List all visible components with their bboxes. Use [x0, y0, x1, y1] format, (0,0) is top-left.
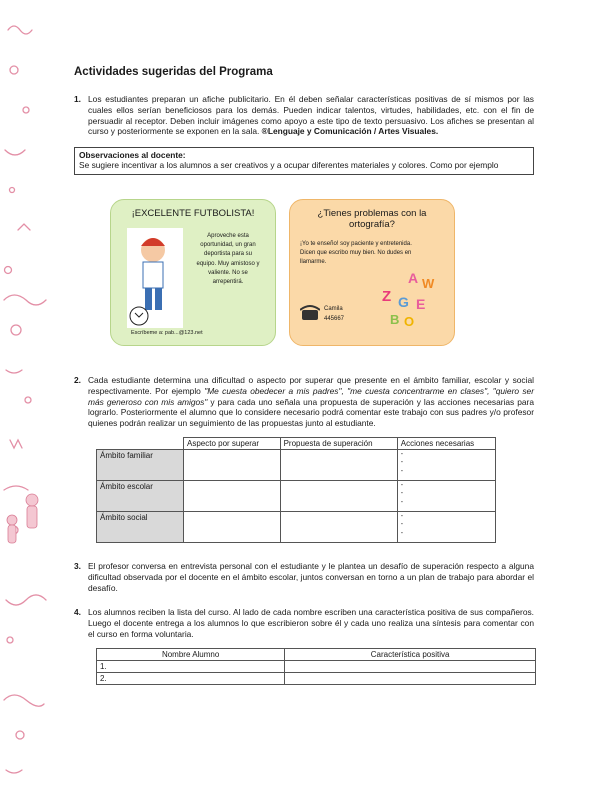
activity-number: 2. [74, 374, 81, 385]
letter: G [398, 293, 409, 310]
classmates-table [96, 648, 536, 685]
activity-number: 1. [74, 94, 81, 104]
difficulties-table [96, 437, 496, 543]
table-cell[interactable] [280, 511, 397, 542]
activity-text: Cada estudiante determina una dificultad o aspecto por superar que presente en el ámbito familiar, escolar y social respectivamente. Por ejemplo "Me cuesta obedecer a mis padres", "me cuesta concentrarme en clases", "quiero ser más generoso con mis amigos" y para cada uno señala una propuesta de superación y las acciones necesarias para lograrlo. Posteriormente el alumno que lo considere necesario podrá comentar este trabajo con sus padres y/o profesor quienes podrán realizar un seguimiento de las propuestas junto al estudiante. [88, 374, 535, 429]
table-row [97, 672, 536, 684]
activity-2 [74, 375, 534, 429]
poster-examples [74, 189, 534, 349]
notes-text: Se sugiere incentivar a los alumnos a ser creativos y a ocupar diferentes materiales y colores. Como por ejemplo [79, 160, 499, 171]
table-row [97, 660, 536, 672]
table-header: Nombre Alumno [97, 648, 285, 660]
poster-spelling [289, 199, 455, 346]
letter: B [390, 311, 400, 327]
dash-list[interactable]: - - - [397, 511, 495, 542]
notes-title: Observaciones al docente: [79, 150, 186, 161]
activity-number: 3. [74, 560, 81, 571]
table-cell[interactable] [285, 672, 536, 684]
table-header: Aspecto por superar [184, 437, 281, 449]
table-row [97, 511, 496, 542]
table-header [97, 437, 184, 449]
activity-text: Los alumnos reciben la lista del curso. Al lado de cada nombre escriben una característica positiva de sus compañeros. Luego el docente entrega a los alumnos lo que escribieron sobre él y cada uno realiza una síntesis para comentar con el curso en forma voluntaria. [88, 607, 534, 639]
table-cell[interactable] [184, 511, 281, 542]
table-header-row [97, 648, 536, 660]
dash-list[interactable]: - - - [397, 449, 495, 480]
poster-body: ¡Yo te enseño! soy paciente y entretenida. Dicen que escribo muy bien. No dudes en llamarme. [300, 240, 412, 266]
row-label: Ámbito social [97, 511, 184, 542]
table-cell[interactable] [285, 660, 536, 672]
table-header: Propuesta de superación [280, 437, 397, 449]
letter: A [408, 269, 419, 286]
activity-1 [74, 94, 534, 137]
row-label: Ámbito familiar [97, 449, 184, 480]
contact-phone: 445667 [324, 315, 345, 322]
example-quotes: "Me cuesta obedecer a mis padres", "me cuesta concentrarme en clases", "quiero ser más generoso con mis amigos" [88, 385, 535, 407]
margin-doodles [0, 0, 60, 800]
activity-text: El profesor conversa en entrevista personal con el estudiante y le plantea un desafío de superación respecto a alguna dificultad observada por el docente en el ámbito escolar, juntos conversan en torno a un plan de trabajo para abordar el desafío. [88, 560, 534, 593]
table-row [97, 480, 496, 511]
dash-list[interactable]: - - - [397, 480, 495, 511]
subject-tag: ®Lenguaje y Comunicación / Artes Visuales. [261, 126, 439, 137]
table-cell[interactable] [280, 449, 397, 480]
contact-name: Camila [324, 305, 343, 312]
letter: O [404, 313, 415, 329]
table-header: Acciones necesarias [397, 437, 495, 449]
telephone-icon [300, 304, 320, 322]
table-cell[interactable] [184, 449, 281, 480]
letter: W [422, 275, 435, 291]
page-title: Actividades sugeridas del Programa [74, 66, 273, 78]
row-number: 1. [97, 660, 285, 672]
row-number: 2. [97, 672, 285, 684]
activity-number: 4. [74, 607, 81, 618]
letter: E [416, 295, 426, 312]
activity-3 [74, 561, 534, 593]
table-header: Característica positiva [285, 648, 536, 660]
table-cell[interactable] [184, 480, 281, 511]
football-boy-icon [127, 228, 183, 328]
poster-title: ¿Tienes problemas con la ortografía? [317, 207, 427, 230]
table-cell[interactable] [280, 480, 397, 511]
table-header-row [97, 437, 496, 449]
table-row [97, 449, 496, 480]
row-label: Ámbito escolar [97, 480, 184, 511]
poster-contact: Escríbeme a: pab...@123.net [131, 329, 203, 336]
poster-footballer [110, 199, 276, 346]
poster-title: ¡EXCELENTE FUTBOLISTA! [131, 207, 255, 219]
document-page [74, 66, 534, 685]
activity-4 [74, 607, 534, 639]
letter: Z [382, 287, 392, 305]
activity-text: Los estudiantes preparan un afiche publicitario. En él deben señalar características positivas de sí mismos por las cuales ellos serían beneficiosos para los demás. Pueden indicar talentos, virtudes, habilidades, etc. con el fin de persuadir al receptor. Deben incluir imágenes como apoyo a este tipo de texto persuasivo. Los afiches se presentan al curso y posteriormente se exponen en la sala. ®Lenguaje y Comunicación / Artes Visuales. [88, 94, 534, 137]
poster-body: Aproveche esta oportunidad, un gran deportista para su equipo. Muy amistoso y valiente. No se arrepentirá. [196, 232, 260, 285]
teacher-notes-box [74, 147, 534, 175]
